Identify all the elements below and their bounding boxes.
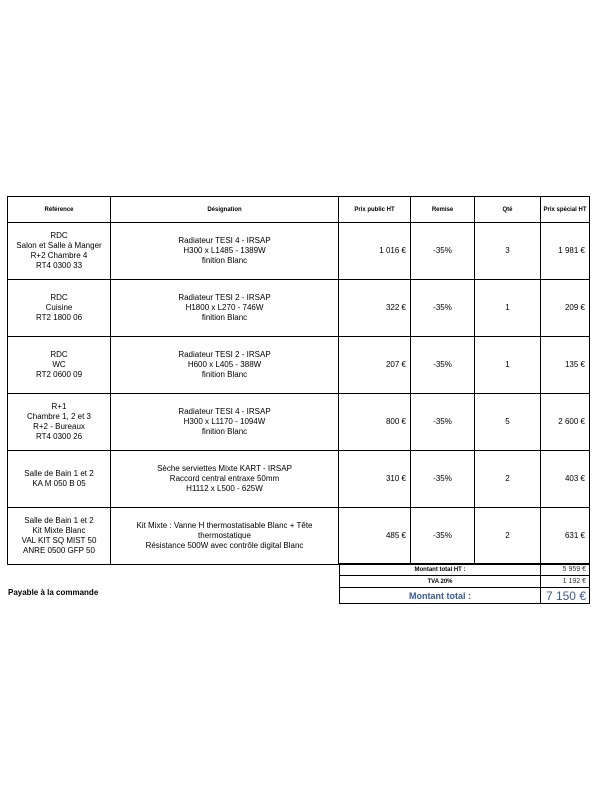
qte-cell: 5 — [475, 394, 541, 451]
totals-table — [339, 563, 590, 604]
designation-cell — [111, 508, 339, 565]
prix-special-cell: 209 € — [541, 280, 590, 337]
prix-special-cell: 135 € — [541, 337, 590, 394]
designation-line: Kit Mixte : Vanne H thermostatisable Blanc + Tête — [136, 521, 313, 530]
subtotal-label: Montant total HT : — [340, 564, 541, 576]
designation-cell — [111, 337, 339, 394]
remise-cell: -35% — [411, 451, 475, 508]
grand-total-label: Montant total : — [340, 588, 541, 604]
reference-line: Salon et Salle à Manger — [16, 241, 102, 250]
reference-line: RT4 0300 26 — [35, 432, 83, 441]
qte-cell: 3 — [475, 223, 541, 280]
table-row — [8, 451, 590, 508]
reference-cell — [8, 337, 111, 394]
remise-cell: -35% — [411, 508, 475, 565]
reference-line: R+1 — [51, 402, 67, 411]
reference-line: Cuisine — [45, 303, 73, 312]
designation-line: finition Blanc — [201, 370, 248, 379]
table-row — [8, 394, 590, 451]
table-body — [8, 223, 590, 565]
prix-public-cell: 800 € — [339, 394, 411, 451]
designation-line: finition Blanc — [201, 256, 248, 265]
reference-line: R+2 Chambre 4 — [30, 251, 88, 260]
designation-line: H300 x L1485 - 1389W — [183, 246, 266, 255]
reference-line: Kit Mixte Blanc — [32, 526, 86, 535]
quote-table — [7, 196, 590, 565]
grand-total-value: 7 150 € — [541, 588, 590, 604]
reference-cell — [8, 280, 111, 337]
designation-line: H600 x L405 - 388W — [187, 360, 262, 369]
designation-line: thermostatique — [198, 531, 251, 540]
table-row — [8, 508, 590, 565]
remise-cell: -35% — [411, 337, 475, 394]
grand-total-row — [340, 588, 590, 604]
qte-cell: 2 — [475, 451, 541, 508]
reference-line: RDC — [50, 231, 68, 240]
reference-line: VAL KIT SQ MIST 50 — [21, 536, 97, 545]
designation-line: finition Blanc — [201, 427, 248, 436]
reference-line: ANRE 0500 GFP 50 — [23, 546, 95, 555]
reference-line: WC — [52, 360, 66, 369]
remise-cell: -35% — [411, 280, 475, 337]
tva-value: 1 192 € — [541, 576, 590, 588]
reference-cell — [8, 451, 111, 508]
subtotal-value: 5 959 € — [541, 564, 590, 576]
table-header-row — [8, 197, 590, 223]
prix-public-cell: 207 € — [339, 337, 411, 394]
reference-line: RT2 1800 06 — [35, 313, 83, 322]
reference-line: RT4 0300 33 — [35, 261, 83, 270]
designation-line: Radiateur TESI 2 - IRSAP — [178, 293, 271, 302]
designation-line: Sèche serviettes Mixte KART - IRSAP — [157, 464, 292, 473]
designation-cell — [111, 394, 339, 451]
table-row — [8, 223, 590, 280]
payment-terms: Payable à la commande — [8, 588, 99, 597]
prix-special-cell: 403 € — [541, 451, 590, 508]
header-reference: Référence — [8, 197, 111, 223]
reference-line: R+2 - Bureaux — [33, 422, 85, 431]
designation-line: Radiateur TESI 2 - IRSAP — [178, 350, 271, 359]
designation-cell — [111, 223, 339, 280]
designation-line: Radiateur TESI 4 - IRSAP — [178, 236, 271, 245]
designation-cell — [111, 280, 339, 337]
designation-line: Résistance 500W avec contrôle digital Blanc — [145, 541, 304, 550]
reference-cell — [8, 508, 111, 565]
reference-line: Salle de Bain 1 et 2 — [24, 469, 94, 478]
qte-cell: 1 — [475, 280, 541, 337]
reference-line: RDC — [50, 293, 68, 302]
designation-line: Radiateur TESI 4 - IRSAP — [178, 407, 271, 416]
tva-row — [340, 576, 590, 588]
designation-line: H300 x L1170 - 1094W — [183, 417, 266, 426]
prix-public-cell: 1 016 € — [339, 223, 411, 280]
reference-line: KA M 050 B 05 — [32, 479, 86, 488]
reference-line: Chambre 1, 2 et 3 — [26, 412, 92, 421]
designation-line: Raccord central entraxe 50mm — [169, 474, 280, 483]
reference-line: RT2 0600 09 — [35, 370, 83, 379]
prix-special-cell: 1 981 € — [541, 223, 590, 280]
remise-cell: -35% — [411, 223, 475, 280]
prix-special-cell: 631 € — [541, 508, 590, 565]
qte-cell: 1 — [475, 337, 541, 394]
designation-line: finition Blanc — [201, 313, 248, 322]
designation-cell — [111, 451, 339, 508]
remise-cell: -35% — [411, 394, 475, 451]
table-row — [8, 337, 590, 394]
reference-line: RDC — [50, 350, 68, 359]
subtotal-row — [340, 564, 590, 576]
qte-cell: 2 — [475, 508, 541, 565]
header-remise: Remise — [411, 197, 475, 223]
header-prix-special: Prix spécial HT — [541, 197, 590, 223]
header-designation: Désignation — [111, 197, 339, 223]
designation-line: H1112 x L500 - 625W — [186, 484, 263, 493]
prix-public-cell: 310 € — [339, 451, 411, 508]
reference-cell — [8, 223, 111, 280]
tva-label: TVA 20% — [340, 576, 541, 588]
header-prix-public: Prix public HT — [339, 197, 411, 223]
prix-special-cell: 2 600 € — [541, 394, 590, 451]
prix-public-cell: 322 € — [339, 280, 411, 337]
reference-cell — [8, 394, 111, 451]
header-qte: Qté — [475, 197, 541, 223]
designation-line: H1800 x L270 - 746W — [185, 303, 264, 312]
table-row — [8, 280, 590, 337]
reference-line: Salle de Bain 1 et 2 — [24, 516, 94, 525]
prix-public-cell: 485 € — [339, 508, 411, 565]
